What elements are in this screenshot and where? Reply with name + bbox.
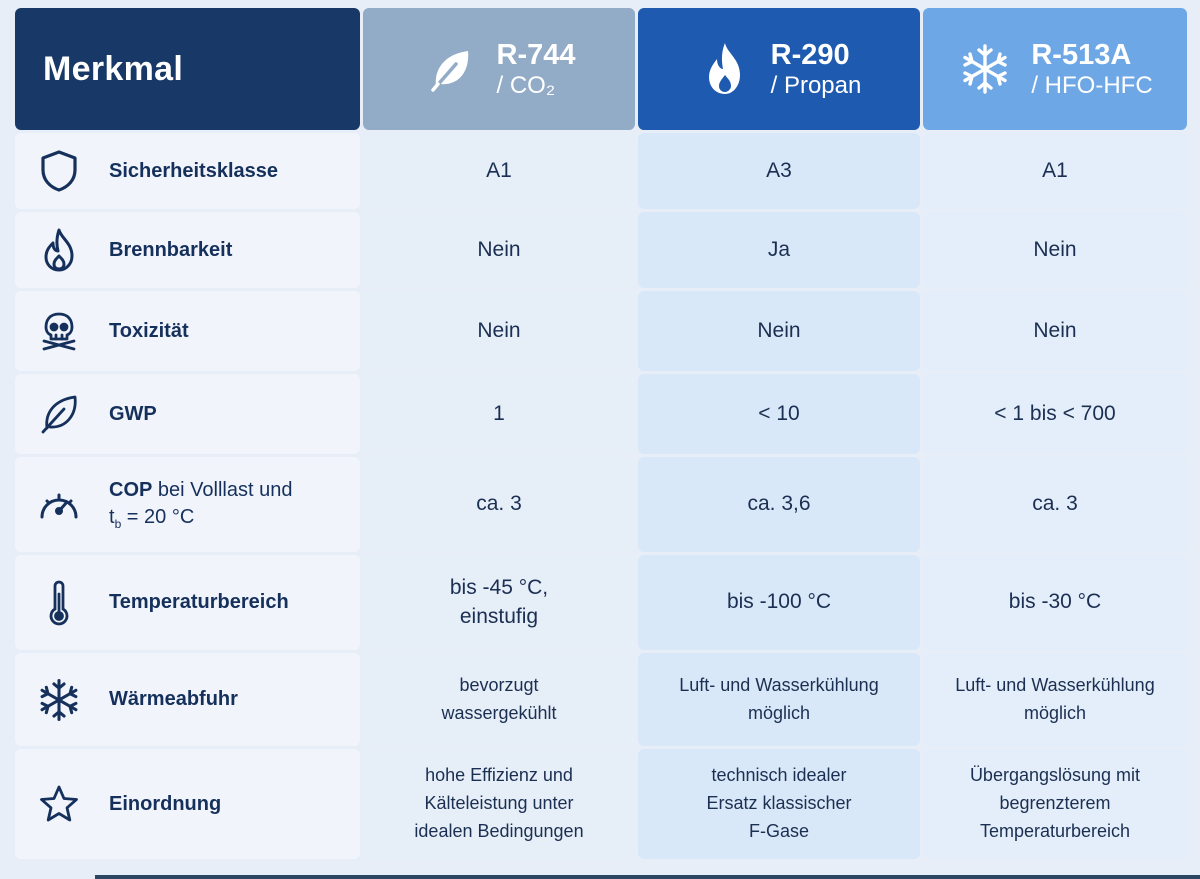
row-label-text: Einordnung <box>109 792 222 815</box>
cell-value: < 1 bis < 700 <box>923 374 1187 454</box>
cell-value: Nein <box>363 212 635 288</box>
cell-line: Ersatz klassischer <box>706 793 852 814</box>
cell-value: bis -30 °C <box>923 555 1187 650</box>
cell-value: Nein <box>638 291 920 371</box>
cell-value: Nein <box>923 212 1187 288</box>
header-r290-name: R-290 <box>770 38 850 71</box>
cell-line: Übergangslösung mit <box>969 765 1141 786</box>
header-merkmal <box>15 8 360 130</box>
bottom-divider <box>95 875 1200 879</box>
cell-line: bevorzugt <box>459 674 539 695</box>
row-label-toxizitaet <box>15 291 360 371</box>
cell-line: technisch idealer <box>711 765 847 786</box>
skull-icon <box>37 309 81 353</box>
row-label-waermeabfuhr <box>15 653 360 746</box>
cell-line: Luft- und Wasserkühlung <box>679 674 879 695</box>
row-label-sicherheitsklasse <box>15 133 360 209</box>
cop-label-sub: b <box>114 516 122 531</box>
header-r513a-sub: / HFO-HFC <box>1031 71 1153 99</box>
row-label-text: Temperaturbereich <box>109 591 289 613</box>
cell-line: hohe Effizienz und <box>425 765 573 786</box>
row-label-brennbarkeit <box>15 212 360 288</box>
cell-line: einstufig <box>459 604 539 628</box>
header-r744-name: R-744 <box>496 38 576 71</box>
row-label-text: Toxizität <box>109 319 189 342</box>
header-r513a-name: R-513A <box>1031 38 1132 71</box>
cell-line: Kälteleistung unter <box>424 793 574 814</box>
cell-line: Luft- und Wasserkühlung <box>955 674 1155 695</box>
header-r290 <box>638 8 920 130</box>
cell-value: ca. 3 <box>923 457 1187 552</box>
header-r744 <box>363 8 635 130</box>
row-label-temperaturbereich <box>15 555 360 650</box>
cell-value <box>638 749 920 859</box>
cop-label-t: t <box>109 505 115 528</box>
cop-label-rest: bei Volllast und <box>152 478 293 501</box>
cell-value: A1 <box>923 133 1187 209</box>
header-r290-sub: / Propan <box>770 71 862 99</box>
snowflake-icon <box>957 41 1013 97</box>
cell-line: möglich <box>1023 702 1086 723</box>
header-r744-sub: / CO₂ <box>496 71 556 99</box>
cell-value: < 10 <box>638 374 920 454</box>
cell-line: begrenzterem <box>999 793 1111 814</box>
row-label-text: GWP <box>109 402 157 425</box>
star-icon <box>37 782 81 826</box>
thermometer-icon <box>37 581 81 625</box>
cell-value <box>638 653 920 746</box>
flame-icon <box>37 228 81 272</box>
cell-value <box>923 653 1187 746</box>
cell-line: möglich <box>747 702 810 723</box>
leaf-icon <box>423 41 479 97</box>
cell-value: ca. 3,6 <box>638 457 920 552</box>
cell-line: idealen Bedingungen <box>414 820 584 841</box>
row-label-text <box>109 477 292 532</box>
cop-label-bold: COP <box>109 478 153 501</box>
row-label-text: Wärmeabfuhr <box>109 688 238 710</box>
row-label-text: Sicherheitsklasse <box>109 159 278 182</box>
cell-line: F-Gase <box>748 820 809 841</box>
snowflake-icon <box>37 678 81 722</box>
cell-value <box>363 653 635 746</box>
header-r513a <box>923 8 1187 130</box>
row-label-text: Brennbarkeit <box>109 238 233 261</box>
cell-value: Nein <box>923 291 1187 371</box>
row-label-gwp <box>15 374 360 454</box>
cell-value: Ja <box>638 212 920 288</box>
cell-line: Temperaturbereich <box>979 820 1131 841</box>
cell-value <box>923 749 1187 859</box>
flame-icon <box>697 41 753 97</box>
cell-value <box>363 555 635 650</box>
cop-label-temp: = 20 °C <box>121 505 195 528</box>
row-label-cop <box>15 457 360 552</box>
leaf-icon <box>37 392 81 436</box>
cell-line: wassergekühlt <box>441 702 557 723</box>
cell-value: A1 <box>363 133 635 209</box>
cell-value <box>363 749 635 859</box>
cell-value: bis -100 °C <box>638 555 920 650</box>
cell-value: ca. 3 <box>363 457 635 552</box>
cell-value: A3 <box>638 133 920 209</box>
shield-icon <box>37 149 81 193</box>
row-label-einordnung <box>15 749 360 859</box>
cell-value: 1 <box>363 374 635 454</box>
cell-line: bis -45 °C, <box>449 576 549 600</box>
cell-value: Nein <box>363 291 635 371</box>
gauge-icon <box>37 483 81 527</box>
header-merkmal-label: Merkmal <box>43 49 184 88</box>
comparison-table <box>15 8 1187 860</box>
